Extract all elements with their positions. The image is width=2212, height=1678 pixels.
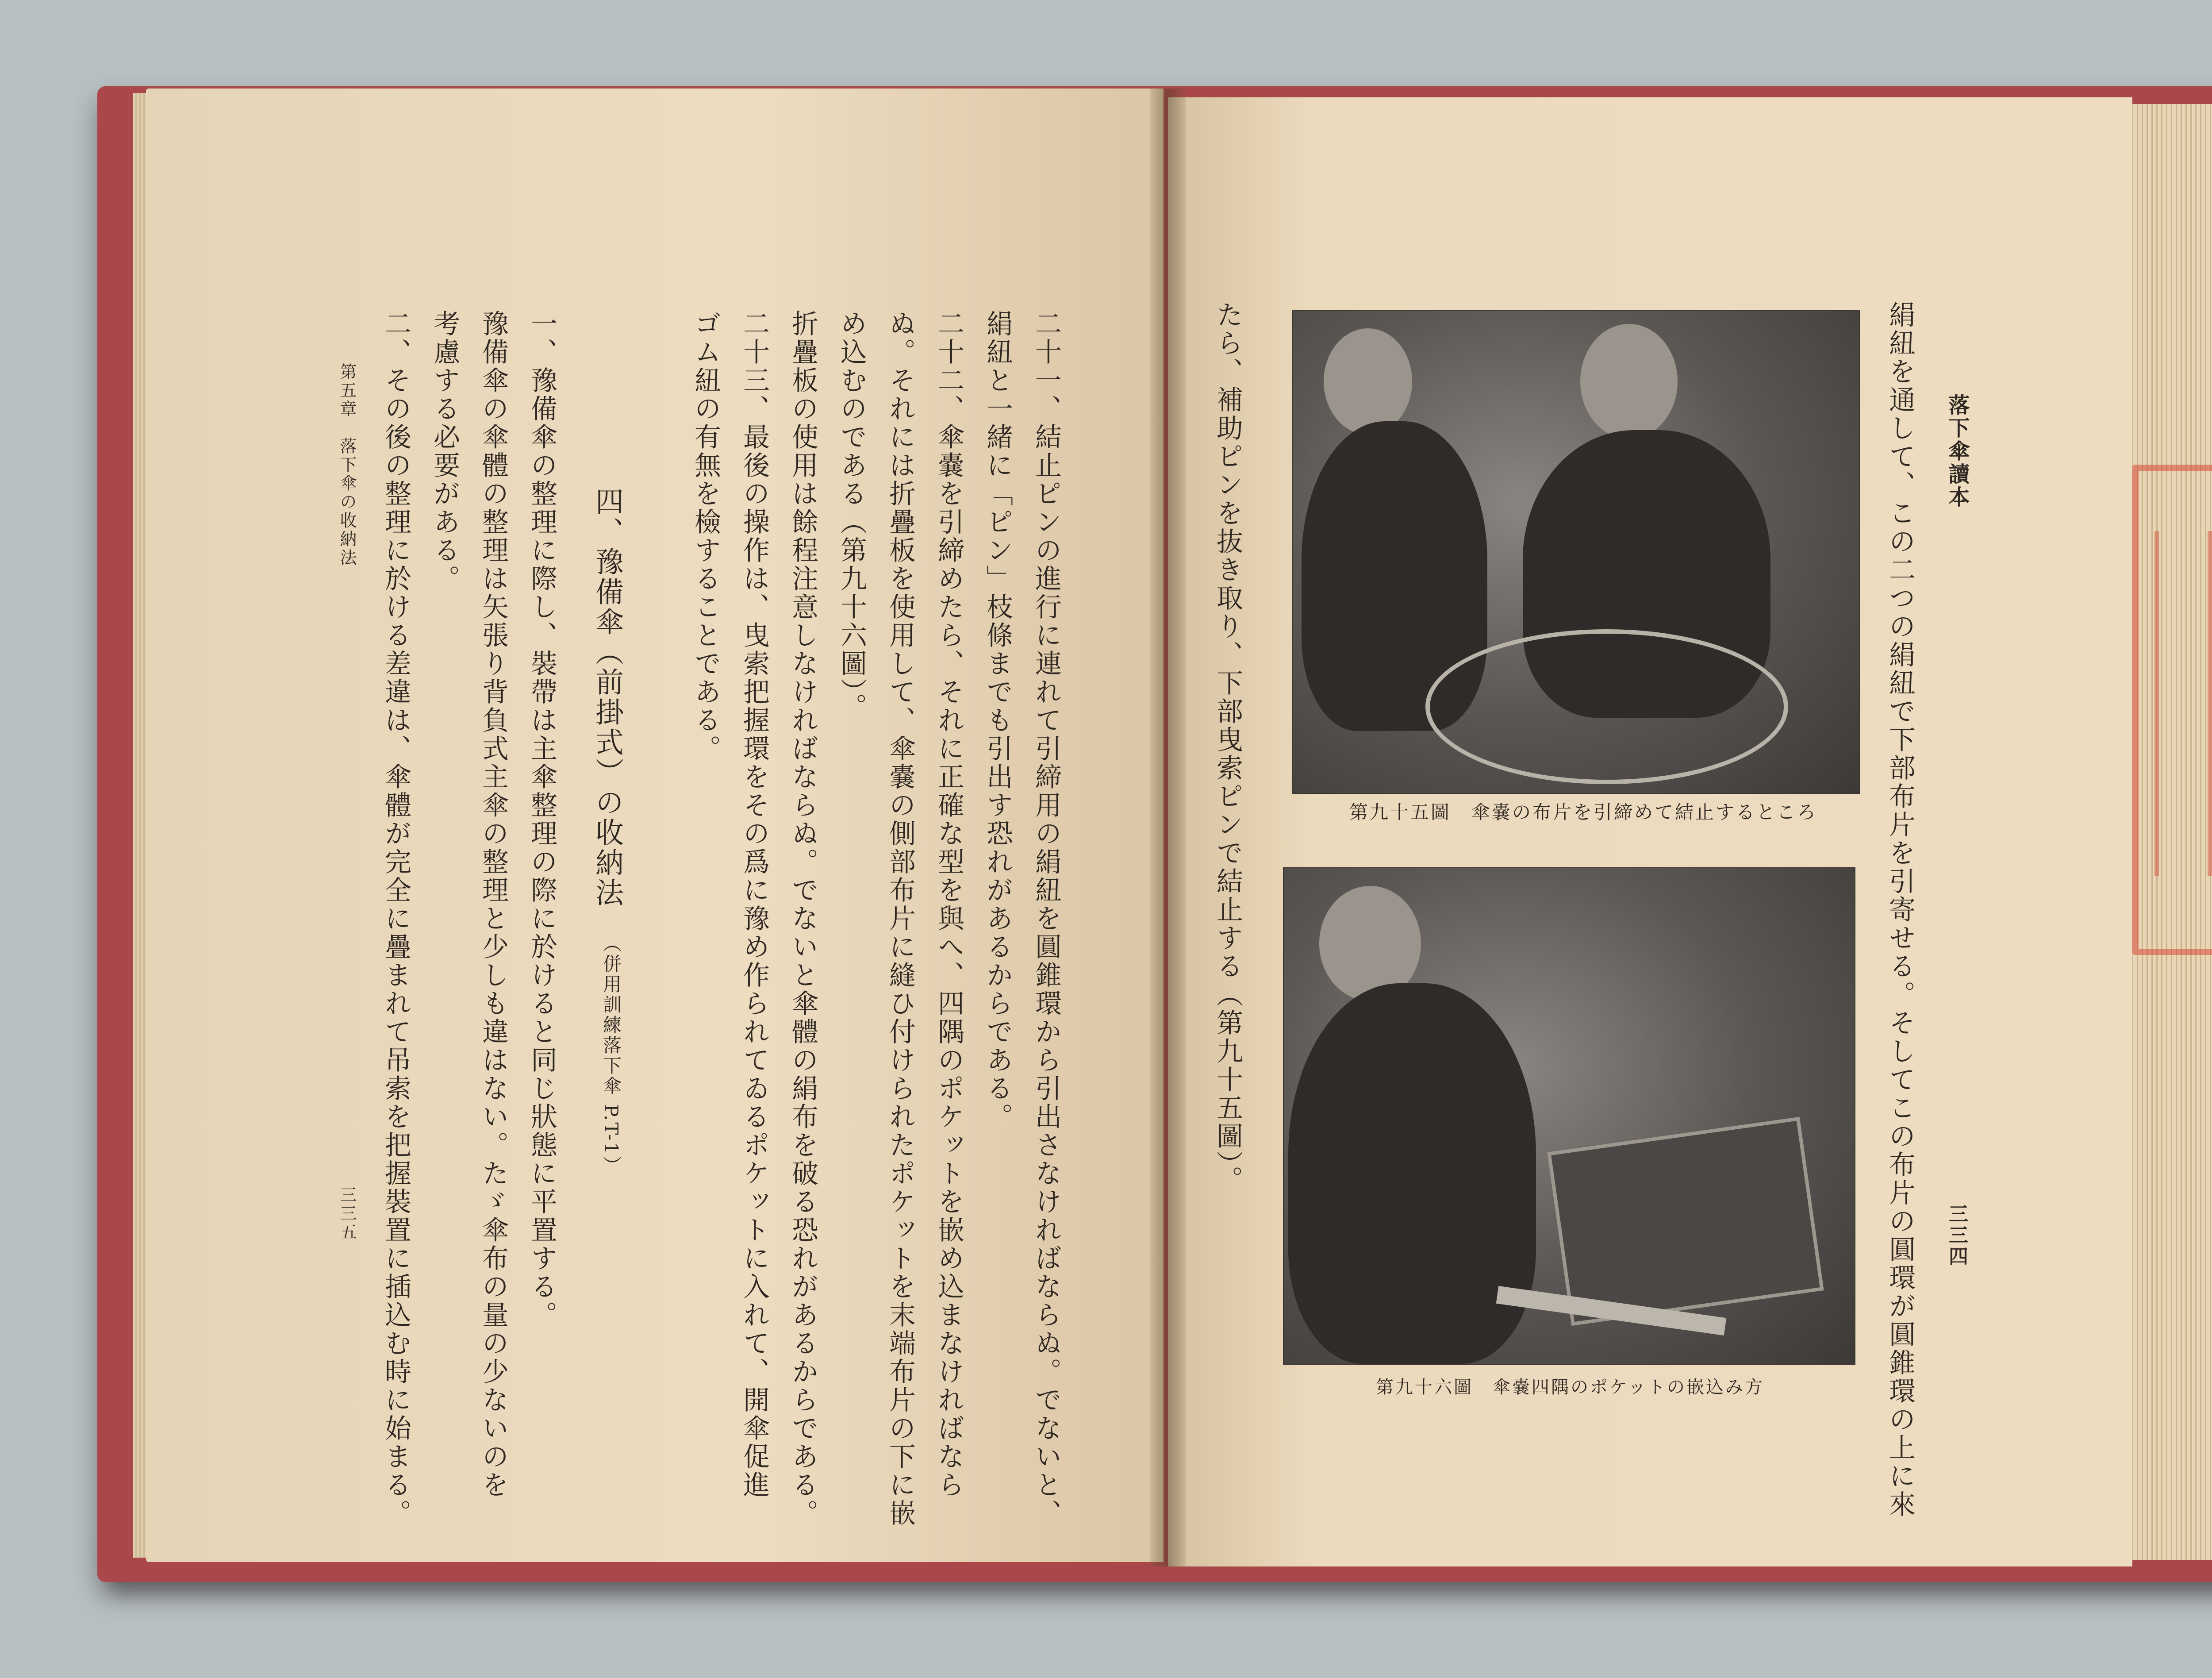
body-line-left-7: 二十三、最後の操作は、曳索把握環をその爲に豫め作られてゐるポケットに入れて、開傘促進 (739, 310, 770, 1499)
body-line-left-5: め込むのである（第九十六圖）。 (836, 310, 867, 721)
body-line-left-6: 折疊板の使用は餘程注意しなければならぬ。でないと傘體の絹布を破る恐れがあるからである。 (787, 310, 818, 1528)
figure-95-canopy-ring (1425, 629, 1788, 784)
body-line-right-2: たら、補助ピンを抜き取り、下部曳索ピンで結止する（第九十五圖）。 (1212, 301, 1243, 1194)
body-line-left-11: 考慮する必要がある。 (429, 310, 460, 593)
body-line-right-1: 絹紐を通して、この二つの絹紐で下部布片を引寄せる。そしてこの布片の圓環が圓錐環の上に來 (1885, 301, 1916, 1519)
figure-95-photo (1292, 310, 1860, 794)
figure-96-photo (1283, 867, 1855, 1365)
body-line-left-3: 二十二、傘嚢を引締めたら、それに正確な型を與へ、四隅のポケットを嵌め込まなければなら (933, 310, 964, 1499)
figure-95-person-1-head (1324, 328, 1412, 435)
library-stamp-inner (2154, 531, 2212, 876)
figure-96-person-body (1288, 983, 1536, 1364)
body-line-left-4: ぬ。それには折疊板を使用して、傘嚢の側部布片に縫ひ付けられたポケットを末端布片の下に嵌 (885, 310, 916, 1528)
figure-96-pack (1547, 1117, 1824, 1326)
page-number-right: 三三四 (1945, 1204, 1968, 1267)
page-number-left: 三三五 (337, 1186, 357, 1242)
running-head-left: 第五章 落下傘の收納法 (337, 363, 357, 567)
section-title: 四、豫備傘（前掛式）の收納法 (591, 487, 623, 908)
body-line-left-12: 二、その後の整理に於ける差違は、傘體が完全に疊まれて吊索を把握裝置に插込む時に始まる。 (380, 310, 411, 1528)
body-line-left-2: 絹紐と一緒に「ピン」枝條までも引出す恐れがあるからである。 (982, 310, 1013, 1131)
figure-95-person-2-head (1580, 324, 1678, 439)
running-head-right: 落下傘讀本 (1945, 394, 1970, 509)
book-gutter (1150, 89, 1186, 1566)
body-line-left-10: 豫備傘の傘體の整理は矢張り背負式主傘の整理と少しも違はない。たゞ傘布の量の少ないのを (478, 310, 509, 1499)
figure-95-caption: 第九十五圖 傘嚢の布片を引締めて結止するところ (1349, 801, 1818, 823)
figure-96-caption: 第九十六圖 傘嚢四隅のポケットの嵌込み方 (1376, 1377, 1764, 1397)
body-line-left-9: 一、豫備傘の整理に際し、裝帶は主傘整理の際に於けると同じ狀態に平置する。 (526, 310, 557, 1329)
body-line-left-8: ゴム紐の有無を檢することである。 (690, 310, 721, 763)
body-line-left-1: 二十一、結止ピンの進行に連れて引締用の絹紐を圓錐環から引出さなければならぬ。でないと、 (1031, 310, 1062, 1528)
section-note: （併用訓練落下傘 P.T-1） (600, 934, 622, 1176)
